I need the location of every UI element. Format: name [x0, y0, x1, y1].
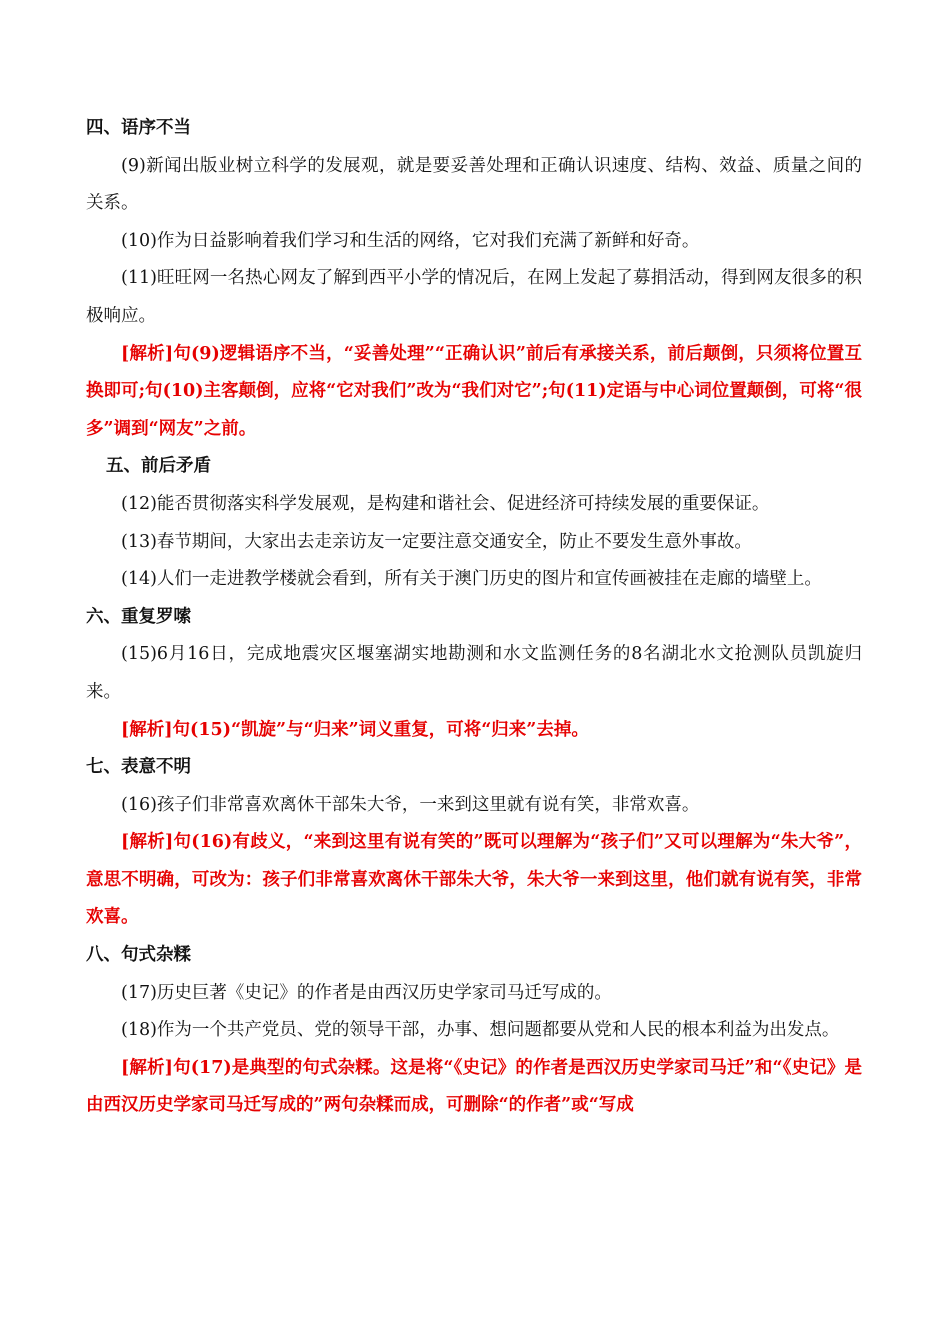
- section-heading-8: 八、句式杂糅: [86, 945, 191, 966]
- sentence-16: (16)孩子们非常喜欢离休干部朱大爷，一来到这里就有说有笑，非常欢喜。: [121, 794, 700, 815]
- sentence-12: (12)能否贯彻落实科学发展观，是构建和谐社会、促进经济可持续发展的重要保证。: [121, 493, 770, 514]
- section-heading-4: 四、语序不当: [86, 118, 191, 138]
- section-heading-7: 七、表意不明: [86, 757, 191, 778]
- analysis-9-11: [解析]句(9)逻辑语序不当，“妥善处理”“正确认识”前后有承接关系，前后颠倒，只须将位置互换即可;句(10)主客颠倒，应将“它对我们”改为“我们对它”;句(11)定语与中心词位置颠倒，可将“很多”调到“网友”之前。: [86, 343, 862, 439]
- sentence-10: (10)作为日益影响着我们学习和生活的网络，它对我们充满了新鲜和好奇。: [121, 230, 700, 251]
- analysis-16: [解析]句(16)有歧义，“来到这里有说有笑的”既可以理解为“孩子们”又可以理解为“朱大爷”，意思不明确，可改为：孩子们非常喜欢离休干部朱大爷，朱大爷一来到这里，他们就有说有笑，非常欢喜。: [86, 832, 862, 928]
- sentence-17: (17)历史巨著《史记》的作者是由西汉历史学家司马迁写成的。: [121, 982, 612, 1003]
- analysis-15: [解析]句(15)“凯旋”与“归来”词义重复，可将“归来”去掉。: [121, 719, 589, 740]
- section-heading-6: 六、重复罗嗦: [86, 606, 191, 627]
- analysis-17: [解析]句(17)是典型的句式杂糅。这是将“《史记》的作者是西汉历史学家司马迁”和“《史记》是由西汉历史学家司马迁写成的”两句杂糅而成，可删除“的作者”或“写成: [86, 1057, 862, 1116]
- sentence-18: (18)作为一个共产党员、党的领导干部，办事、想问题都要从党和人民的根本利益为出发点。: [121, 1020, 840, 1041]
- sentence-14: (14)人们一走进教学楼就会看到，所有关于澳门历史的图片和宣传画被挂在走廊的墙壁上。: [121, 569, 822, 590]
- sentence-11: (11)旺旺网一名热心网友了解到西平小学的情况后，在网上发起了募捐活动，得到网友很多的积极响应。: [86, 268, 862, 326]
- sentence-15: (15)6月16日，完成地震灾区堰塞湖实地勘测和水文监测任务的8名湖北水文抢测队员凯旋归来。: [86, 644, 862, 702]
- document-body: [86, 110, 862, 1125]
- sentence-13: (13)春节期间，大家出去走亲访友一定要注意交通安全，防止不要发生意外事故。: [121, 531, 752, 552]
- section-heading-5: 五、前后矛盾: [106, 456, 211, 477]
- sentence-9: (9)新闻出版业树立科学的发展观，就是要妥善处理和正确认识速度、结构、效益、质量之间的关系。: [86, 155, 862, 214]
